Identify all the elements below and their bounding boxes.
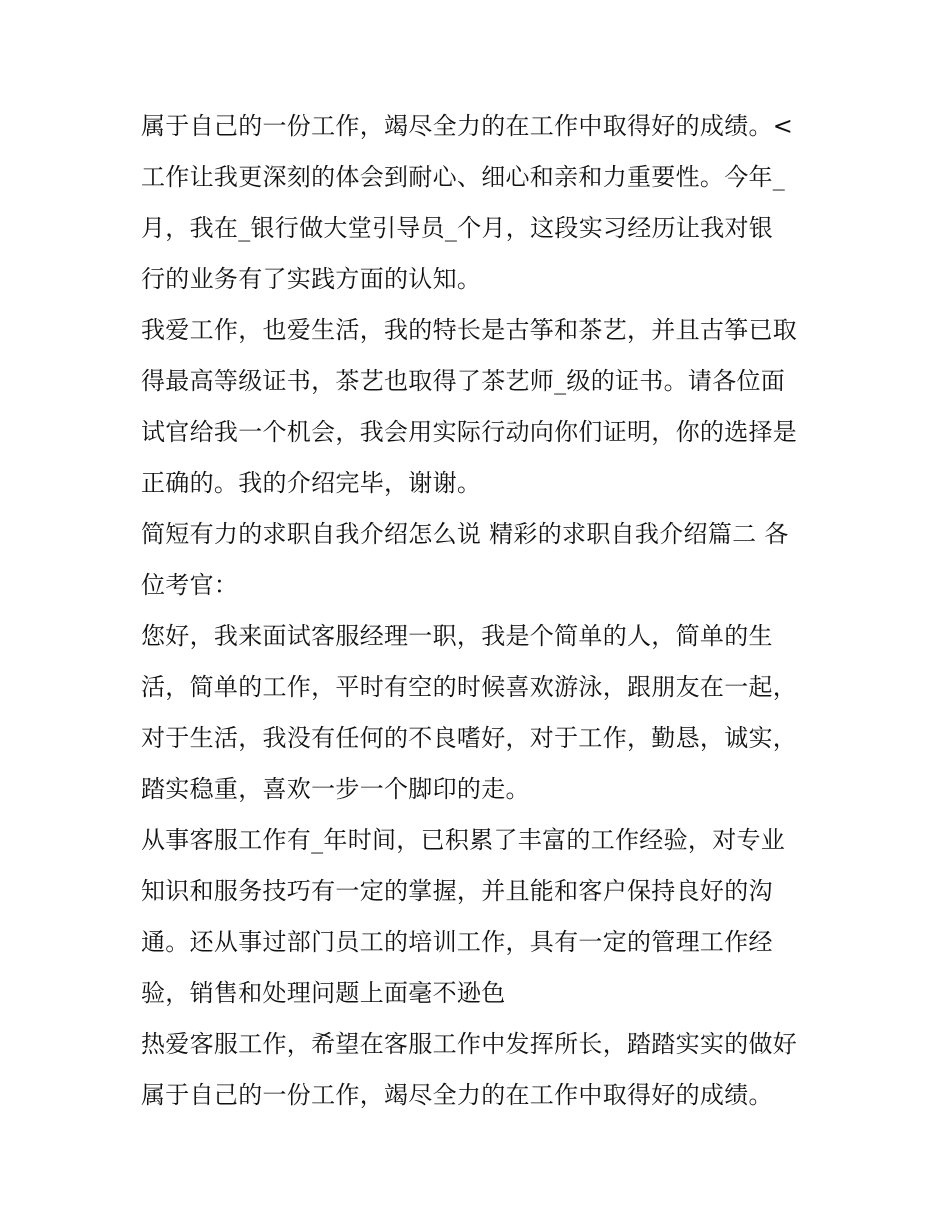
text-line: 我爱工作，也爱生活，我的特长是古筝和茶艺，并且古筝已取 bbox=[141, 316, 798, 344]
text-line: 得最高等级证书，茶艺也取得了茶艺师_级的证书。请各位面 bbox=[141, 367, 786, 395]
text-line: 热爱客服工作，希望在客服工作中发挥所长，踏踏实实的做好 bbox=[141, 1030, 798, 1058]
text-line: 工作让我更深刻的体会到耐心、细心和亲和力重要性。今年_ bbox=[141, 163, 786, 191]
text-line: 属于自己的一份工作，竭尽全力的在工作中取得好的成绩。 bbox=[141, 1081, 773, 1109]
text-line: 从事客服工作有_年时间，已积累了丰富的工作经验，对专业 bbox=[141, 826, 786, 854]
text-line: 对于生活，我没有任何的不良嗜好，对于工作，勤恳，诚实， bbox=[141, 724, 798, 752]
text-line: 试官给我一个机会，我会用实际行动向你们证明，你的选择是 bbox=[141, 418, 798, 446]
text-line: 通。还从事过部门员工的培训工作，具有一定的管理工作经 bbox=[141, 928, 773, 956]
text-line: 属于自己的一份工作，竭尽全力的在工作中取得好的成绩。< bbox=[141, 112, 794, 140]
text-line: 正确的。我的介绍完毕，谢谢。 bbox=[141, 469, 482, 497]
text-line: 活，简单的工作，平时有空的时候喜欢游泳，跟朋友在一起， bbox=[141, 673, 798, 701]
text-line: 月，我在_银行做大堂引导员_个月，这段实习经历让我对银 bbox=[141, 214, 774, 242]
text-line: 您好，我来面试客服经理一职，我是个简单的人，简单的生 bbox=[141, 622, 773, 650]
text-line: 踏实稳重，喜欢一步一个脚印的走。 bbox=[141, 775, 530, 803]
text-line: 知识和服务技巧有一定的掌握，并且能和客户保持良好的沟 bbox=[141, 877, 773, 905]
text-line: 简短有力的求职自我介绍怎么说 精彩的求职自我介绍篇二 各 bbox=[141, 520, 789, 548]
text-line: 行的业务有了实践方面的认知。 bbox=[141, 265, 482, 293]
document-body bbox=[141, 101, 831, 1121]
text-line: 位考官： bbox=[141, 571, 239, 599]
text-line: 验，销售和处理问题上面毫不逊色 bbox=[141, 979, 506, 1007]
